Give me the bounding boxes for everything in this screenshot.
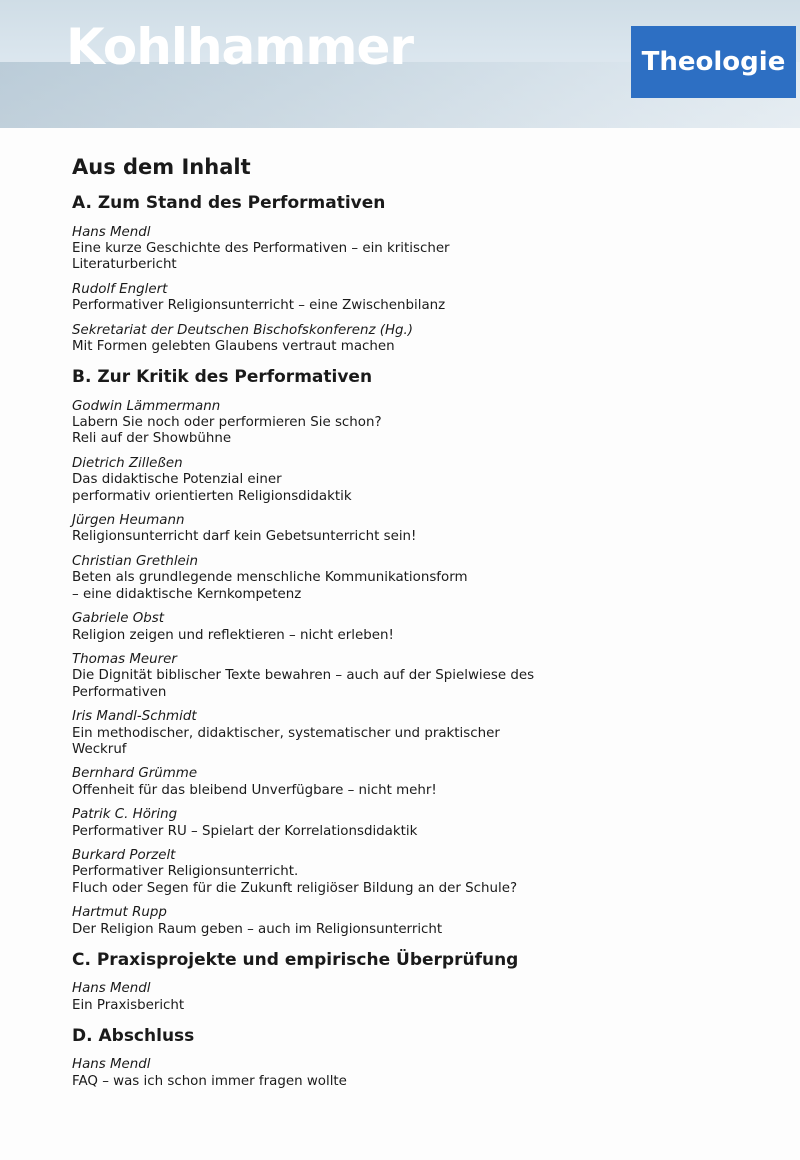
toc-entry [72,981,772,1014]
table-of-contents [72,154,772,1102]
toc-entry [72,848,772,897]
entry-title: Religionsunterricht darf kein Gebetsunterricht sein! [72,529,417,545]
entry-author: Bernhard Grümme [72,766,198,782]
toc-entry [72,456,772,505]
toc-section [72,367,772,938]
toc-section [72,950,772,1014]
entry-author: Jürgen Heumann [72,513,185,529]
section-title: A. Zum Stand des Performativen [72,193,386,214]
category-badge: Theologie [631,26,796,98]
entry-author: Godwin Lämmermann [72,398,221,414]
publisher-logo: Kohlhammer [66,18,414,76]
entry-author: Dietrich Zilleßen [72,455,183,471]
entry-author: Hartmut Rupp [72,905,167,921]
entry-title: Ein methodischer, didaktischer, systematischer und praktischer Weckruf [72,725,500,757]
toc-section [72,1026,772,1090]
entry-title: Performativer Religionsunterricht – eine Zwischenbilanz [72,298,446,314]
entry-title: Eine kurze Geschichte des Performativen – ein kritischer Literaturbericht [72,240,450,273]
toc-entry [72,905,772,938]
toc-entry [72,766,772,799]
toc-entry [72,225,772,274]
entry-author: Christian Grethlein [72,553,198,569]
section-title: C. Praxisprojekte und empirische Überprüfung [72,950,519,971]
entry-title: Ein Praxisbericht [72,997,185,1013]
entry-title: Die Dignität biblischer Texte bewahren – auch auf der Spielwiese des Performativen [72,668,535,700]
toc-entry [72,323,772,356]
toc-entry [72,1057,772,1090]
entry-title: Religion zeigen und reflektieren – nicht erleben! [72,627,394,643]
page-title: Aus dem Inhalt [72,155,251,179]
entry-author: Burkard Porzelt [72,847,176,863]
entry-author: Gabriele Obst [72,611,165,627]
entry-author: Hans Mendl [72,1057,151,1073]
entry-title: Offenheit für das bleibend Unverfügbare – nicht mehr! [72,782,437,798]
entry-title: Performativer Religionsunterricht. Fluch oder Segen für die Zukunft religiöser Bildung an der Schule? [72,864,518,896]
toc-entry [72,282,772,315]
entry-title: Das didaktische Potenzial einer performativ orientierten Religionsdidaktik [72,472,352,504]
toc-entry [72,807,772,840]
entry-title: Mit Formen gelebten Glaubens vertraut machen [72,338,395,354]
section-title: B. Zur Kritik des Performativen [72,367,373,388]
entry-title: Beten als grundlegende menschliche Kommunikationsform – eine didaktische Kernkompetenz [72,570,468,602]
entry-title: Performativer RU – Spielart der Korrelationsdidaktik [72,823,418,839]
toc-entry [72,652,772,701]
entry-title: Der Religion Raum geben – auch im Religionsunterricht [72,921,443,937]
entry-author: Thomas Meurer [72,651,177,667]
entry-title: Labern Sie noch oder performieren Sie schon? Reli auf der Showbühne [72,415,382,447]
toc-entry [72,513,772,546]
toc-entry [72,399,772,448]
entry-author: Sekretariat der Deutschen Bischofskonferenz (Hg.) [72,322,414,338]
toc-section [72,193,772,355]
entry-author: Rudolf Englert [72,281,168,297]
entry-author: Patrik C. Höring [72,807,178,823]
toc-sections [72,193,772,1090]
toc-entry [72,554,772,603]
entry-author: Hans Mendl [72,224,151,240]
entry-author: Hans Mendl [72,981,151,997]
entry-title: FAQ – was ich schon immer fragen wollte [72,1073,347,1089]
header-banner [0,0,800,128]
toc-entry [72,611,772,644]
entry-author: Iris Mandl-Schmidt [72,709,197,725]
toc-entry [72,709,772,758]
section-title: D. Abschluss [72,1026,195,1047]
